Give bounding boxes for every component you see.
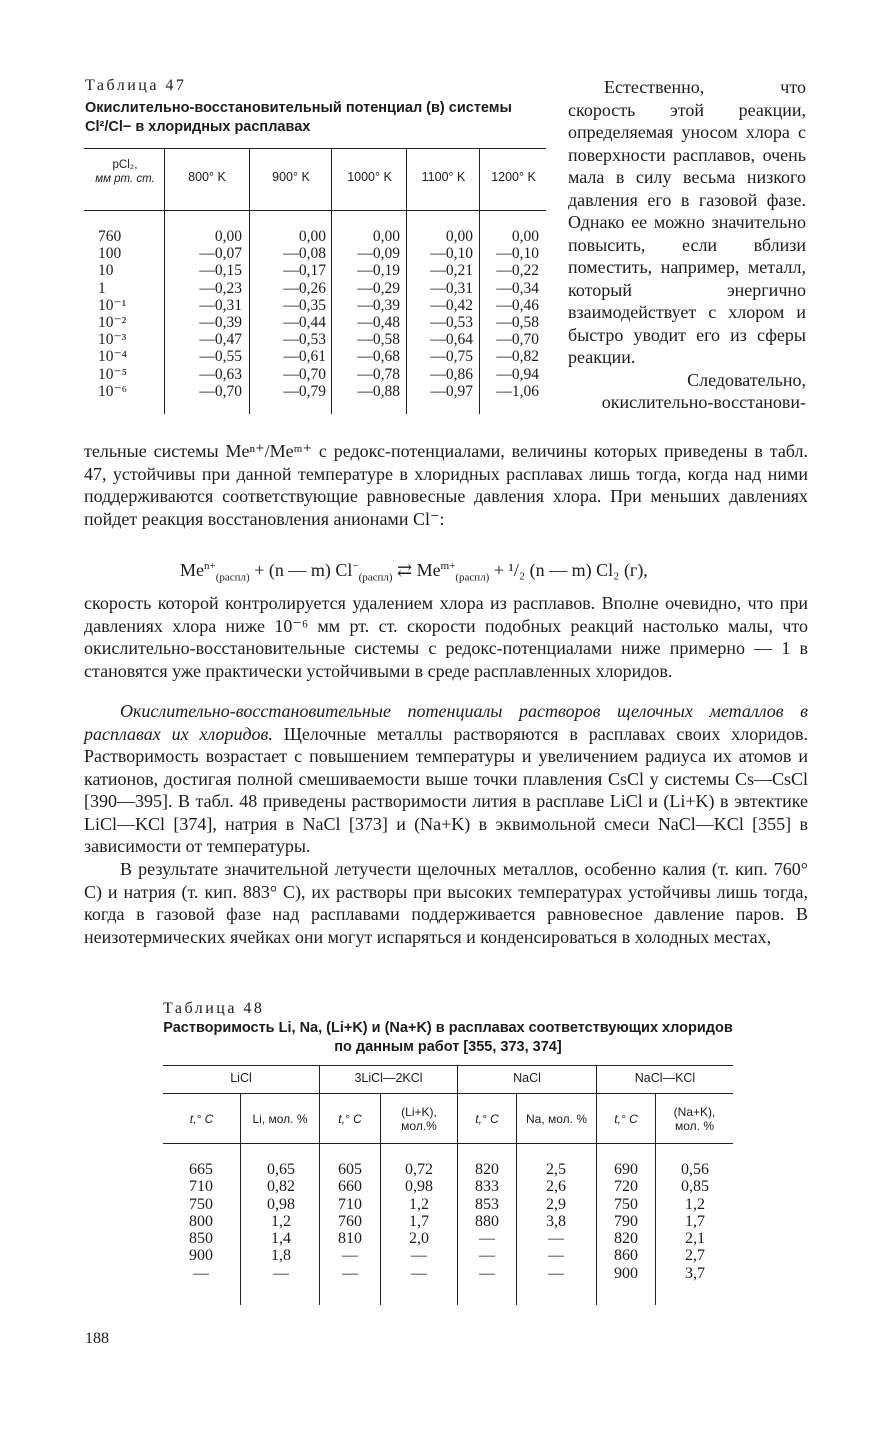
table-cell: —0,09 [357,245,400,263]
table-cell: 1,2 [685,1195,705,1213]
table-cell: —0,61 [283,348,326,366]
eq-part: + (n — m) Cl [249,560,353,580]
table-cell: 10⁻⁶ [98,382,128,400]
col-licl-li [251,1161,311,1282]
body-paragraph-4 [84,700,808,858]
table-cell: 720 [614,1178,638,1196]
reaction-equation [180,560,800,584]
table-cell: 2,9 [546,1195,566,1213]
table-cell: 1,8 [271,1247,291,1265]
pressure-header-unit: мм рт. ст. [95,173,155,185]
table-cell: —0,63 [199,365,242,383]
column-1200 [482,228,539,400]
table-cell: —0,82 [496,348,539,366]
subheader-lik-line1: (Li+K), [401,1105,437,1119]
eq-sub: (распл) [215,571,250,584]
table-48-caption: Растворимость Li, Na, (Li+K) и (Na+K) в расплавах соответствующих хлоридов по данным работ [355, 373, 374] [163,1020,733,1055]
subheader-na: Na, мол. % [525,1112,587,1126]
table-cell: —0,31 [430,279,473,297]
subheader-t-1: t,° C [189,1112,214,1126]
column-800 [170,228,242,400]
eq-sub: (распл) [358,571,393,584]
table-cell: 1,2 [271,1212,291,1230]
table-cell: 2,6 [546,1178,566,1196]
paragraph-4 [84,700,808,858]
column-header-1000: 1000° K [347,170,392,184]
eq-sup: m+ [440,560,456,572]
table-cell: 2,0 [409,1230,429,1248]
table-cell: —0,53 [283,331,326,349]
col-naklcl-nak [665,1161,725,1282]
table-47-label: Таблица 47 [85,77,187,94]
paragraph-2-continued: тельные системы Meⁿ⁺/Meᵐ⁺ с редокс-потенциалами, величины которых приведены в табл. 47, устойчивы при данной температуре в хлоридных расплавах лишь тогда, когда над ними поддерживаются соответствующие равновесные давления хлора. При меньших давлениях пойдет реакция восстановления анионами Cl⁻: [84,441,808,529]
table-cell: 100 [98,245,122,263]
column-header-1200: 1200° K [491,170,536,184]
table-cell: 10⁻⁵ [98,365,128,383]
table-cell: 10⁻⁴ [98,348,128,366]
table-cell: 1,2 [409,1195,429,1213]
table-cell: —0,08 [283,245,326,263]
subheader-lik [381,1105,457,1133]
table-cell: 0,65 [267,1161,295,1178]
subheader-li: Li, мол. % [252,1112,308,1126]
table-cell: —1,06 [496,382,539,400]
table-cell: —0,79 [283,382,326,400]
table-cell: —0,68 [357,348,400,366]
table-cell: 0,00 [445,228,473,245]
subheader-nak [656,1105,733,1133]
eq-part: ⇄ Me [392,560,441,580]
table-cell: 1,7 [685,1212,705,1230]
table-cell: — [273,1264,289,1282]
col-nacl-t [461,1161,513,1282]
table-cell: —0,10 [430,245,473,263]
table-cell: — [479,1230,495,1248]
eq-part: Me [180,560,204,580]
table-cell: 810 [338,1230,362,1248]
table-cell: 710 [189,1178,213,1196]
table-cell: 0,00 [511,228,539,245]
eq-part: + ¹/₂ (n — m) Cl₂ (г), [489,560,648,580]
table-cell: 820 [475,1161,499,1178]
table-cell: 860 [614,1247,638,1265]
table-cell: —0,94 [496,365,539,383]
table-cell: —0,39 [199,314,242,332]
table-cell: — [411,1247,427,1265]
col-likcl-lik [389,1161,449,1282]
table-cell: — [479,1247,495,1265]
table-cell: 790 [614,1212,638,1230]
table-cell: —0,10 [496,245,539,263]
table-cell: 880 [475,1212,499,1230]
body-paragraph-5 [84,858,808,948]
table-cell: 0,85 [681,1178,709,1196]
table-cell: —0,58 [496,314,539,332]
table-cell: 0,00 [214,228,242,245]
table-cell: —0,23 [199,279,242,297]
table-cell: —0,21 [430,262,473,280]
table-cell: 1 [98,279,106,297]
table-cell: 853 [475,1195,499,1213]
table-cell: 750 [614,1195,638,1213]
table-cell: —0,39 [357,296,400,314]
group-header-licl-kcl: 3LiCl—2KCl [354,1071,423,1085]
subheader-nak-line1: (Na+K), [673,1105,716,1119]
body-paragraph-2 [84,440,808,530]
table-47-caption [85,99,545,137]
table-cell: —0,46 [496,296,539,314]
column-header-900: 900° K [272,170,310,184]
table-cell: —0,48 [357,314,400,332]
table-cell: 760 [98,228,122,245]
paragraph-4-text: Щелочные металлы растворяются в расплавах своих хлоридов. Растворимость возрастает с повышением температуры и увеличением радиуса их атомов и катионов, достигая полной смешиваемости выше точки плавления CsCl у системы Cs—CsCl [390—395]. В табл. 48 приведены растворимости лития в расплаве LiCl и (Li+K) в эвтектике LiCl—KCl [374], натрия в NaCl [373] и (Na+K) в эквимольной смеси NaCl—KCl [355] в зависимости от температуры. [84,723,808,856]
table-cell: 0,98 [405,1178,433,1196]
table-cell: 0,00 [372,228,400,245]
table-cell: — [411,1264,427,1282]
subheader-lik-line2: мол.% [401,1119,437,1133]
column-header-1100: 1100° K [421,170,466,184]
table-48-label: Таблица 48 [163,1000,265,1017]
column-1100 [409,228,473,400]
eq-sup: − [352,560,359,572]
col-licl-t [171,1161,231,1282]
table-cell: 0,00 [298,228,326,245]
table-cell: 850 [189,1230,213,1248]
column-1000 [334,228,400,400]
table-cell: —0,29 [357,279,400,297]
table-47-caption-line1: Окислительно-восстановительный потенциал (в) системы [85,100,512,116]
table-cell: —0,26 [283,279,326,297]
body-paragraph-3 [84,592,808,682]
table-cell: —0,42 [430,296,473,314]
table-cell: 2,5 [546,1161,566,1178]
subheader-t-4: t,° C [614,1112,638,1126]
paragraph-3: скорость которой контролируется удалением хлора из расплавов. Вполне очевидно, что при давлениях хлора ниже 10⁻⁶ мм рт. ст. скорости подобных реакций настолько малы, что окислительно-восстановительные системы с редокс-потенциалами ниже примерно — 1 в становятся уже практически устойчивыми в среде расплавленных хлоридов. [84,593,808,681]
column-900 [254,228,326,400]
table-cell: — [548,1264,564,1282]
table-cell: — [342,1264,358,1282]
pressure-header [88,158,162,186]
table-cell: 605 [338,1161,362,1178]
table-cell: —0,19 [357,262,400,280]
table-cell: 0,56 [681,1161,709,1178]
table-cell: 10⁻¹ [98,296,127,314]
pressure-header-symbol: pCl₂, [112,159,138,171]
table-cell: 0,82 [267,1178,295,1196]
subheader-nak-line2: мол. % [675,1119,714,1133]
table-47-caption-line2: Cl²/Cl− в хлоридных расплавах [85,119,311,135]
table-cell: 3,7 [685,1264,705,1282]
pressure-column [98,228,158,400]
table-cell: 2,1 [685,1230,705,1248]
eq-sup: n+ [204,560,216,572]
table-cell: —0,22 [496,262,539,280]
group-header-nacl-kcl: NaCl—KCl [634,1071,696,1085]
table-cell: 1,7 [409,1212,429,1230]
table-cell: —0,31 [199,296,242,314]
table-cell: — [548,1230,564,1248]
table-cell: 10⁻² [98,314,127,332]
table-cell: —0,64 [430,331,473,349]
table-cell: —0,44 [283,314,326,332]
table-cell: —0,70 [283,365,326,383]
table-cell: — [342,1247,358,1265]
table-cell: —0,15 [199,262,242,280]
col-likcl-t [323,1161,377,1282]
col-nacl-na [525,1161,587,1282]
table-cell: —0,70 [496,331,539,349]
table-cell: 900 [614,1264,638,1282]
table-cell: 1,4 [271,1230,291,1248]
paragraph-1: Естественно, что скорость этой реакции, определяемая уносом хлора с поверхности расплавов, очень мала в силу весьма низкого давления его в газовой фазе. Однако ее можно значительно повысить, если вблизи поместить, например, металл, который энергично взаимодействует с хлором и быстро уводит его из сферы реакции. [568,77,806,367]
table-cell: 820 [614,1230,638,1248]
table-cell: —0,58 [357,331,400,349]
paragraph-5: В результате значительной летучести щелочных металлов, особенно калия (т. кип. 760° С) и натрия (т. кип. 883° С), их растворы при высоких температурах устойчивы лишь тогда, когда в газовой фазе над расплавами поддерживается равновесное давление паров. В неизотермических ячейках они могут испаряться и конденсироваться в холодных местах, [84,859,808,947]
table-cell: —0,86 [430,365,473,383]
table-cell: —0,35 [283,296,326,314]
table-cell: —0,75 [430,348,473,366]
table-cell: 800 [189,1212,213,1230]
table-cell: —0,47 [199,331,242,349]
subheader-t-3: t,° C [475,1112,499,1126]
table-cell: — [548,1247,564,1265]
table-cell: 900 [189,1247,213,1265]
table-cell: 2,7 [685,1247,705,1265]
page-number: 188 [85,1330,109,1347]
table-cell: 10 [98,262,114,280]
table-cell: —0,53 [430,314,473,332]
table-47 [84,148,546,414]
table-cell: 660 [338,1178,362,1196]
table-cell: 710 [338,1195,362,1213]
table-cell: —0,07 [199,245,242,263]
table-cell: 3,8 [546,1212,566,1230]
eq-sub: (распл) [455,571,490,584]
table-cell: —0,17 [283,262,326,280]
subheader-t-2: t,° C [338,1112,362,1126]
table-cell: 760 [338,1212,362,1230]
right-column-text [568,76,806,414]
table-cell: — [193,1264,209,1282]
table-cell: 833 [475,1178,499,1196]
paragraph-4-heading: Окислительно-восстановительные потенциалы растворов щелочных металлов в расплавах их хлоридов. [84,701,808,744]
table-cell: —0,55 [199,348,242,366]
table-cell: 750 [189,1195,213,1213]
col-naklcl-t [600,1161,652,1282]
table-cell: —0,97 [430,382,473,400]
paragraph-2-start: Следовательно, окислительно-восстанови- [601,369,806,412]
table-cell: — [479,1264,495,1282]
table-cell: —0,34 [496,279,539,297]
column-header-800: 800° K [188,170,226,184]
group-header-licl: LiCl [230,1071,252,1085]
table-cell: 690 [614,1161,638,1178]
table-cell: 0,72 [405,1161,433,1178]
table-cell: 0,98 [267,1195,295,1213]
table-cell: —0,88 [357,382,400,400]
table-cell: 665 [189,1161,213,1178]
group-header-nacl: NaCl [513,1071,541,1085]
table-cell: 10⁻³ [98,331,127,349]
table-cell: —0,78 [357,365,400,383]
table-cell: —0,70 [199,382,242,400]
table-48 [163,1065,733,1305]
